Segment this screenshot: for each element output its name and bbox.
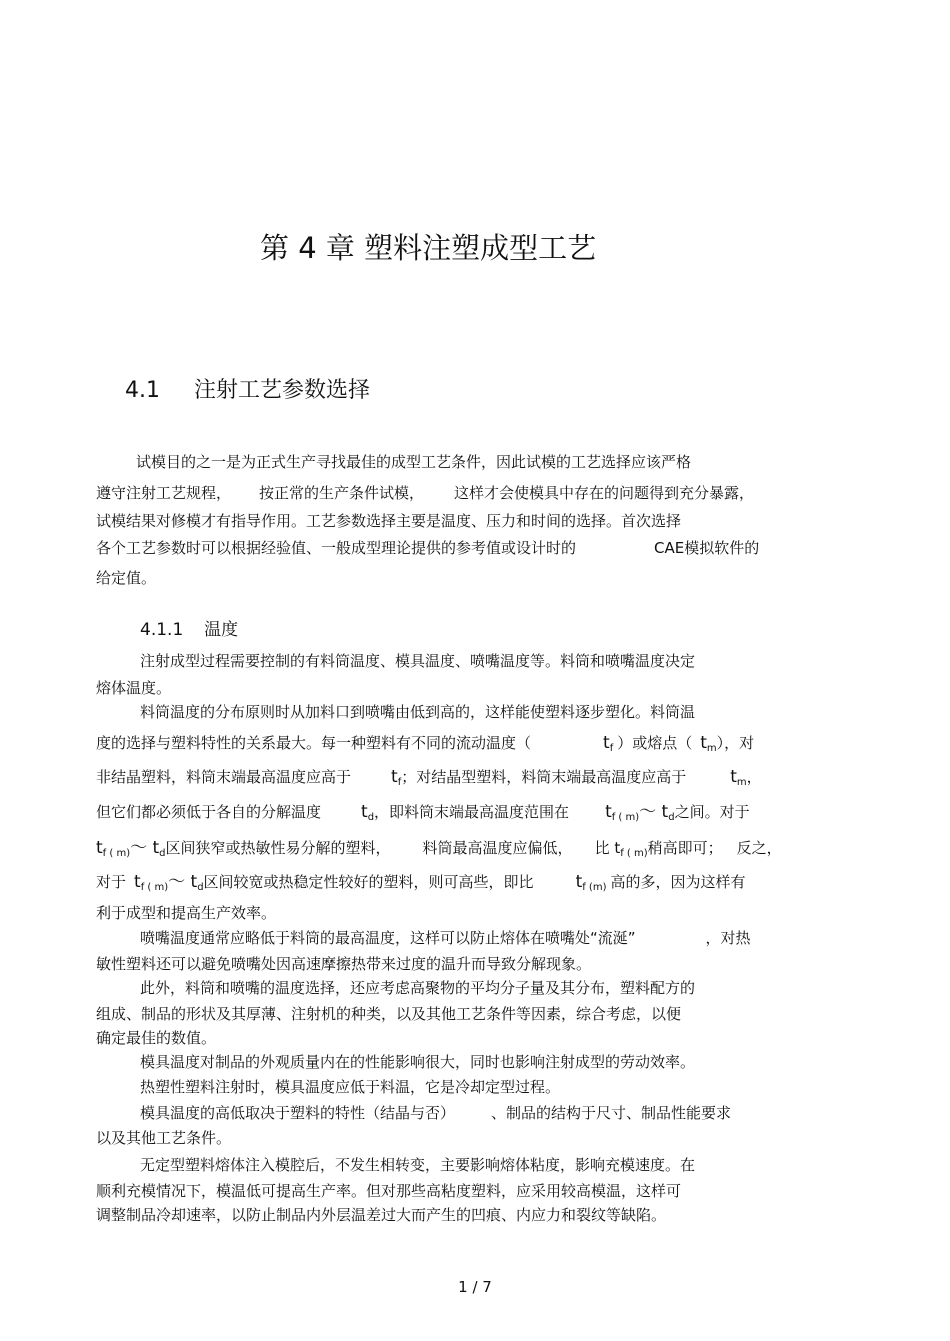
- p2-line-7: 利于成型和提高生产效率。: [96, 904, 277, 922]
- p2-line-1: 料筒温度的分布原则时从加料口到喷嘴由低到高的，这样能使塑料逐步塑化。料筒温: [140, 703, 696, 721]
- p2-line-2: 度的选择与塑料特性的关系最大。每一种塑料有不同的流动温度（ $t_f$ ）或熔点（ $t_m$），对: [96, 733, 755, 754]
- chapter-title: 第 4 章 塑料注塑成型工艺: [260, 231, 597, 265]
- intro-line-3: 试模结果对修模才有指导作用。工艺参数选择主要是温度、压力和时间的选择。首次选择: [96, 512, 682, 530]
- p4-line-2: 组成、制品的形状及其厚薄、注射机的种类，以及其他工艺条件等因素，综合考虑，以便: [96, 1005, 682, 1023]
- p8-line-2: 顺利充模情况下，模温低可提高生产率。但对那些高粘度塑料，应采用较高模温，这样可: [96, 1182, 682, 1200]
- section-title: 注射工艺参数选择: [194, 378, 371, 403]
- subsection-title: 温度: [204, 620, 239, 640]
- p2-line-6: 对于 $t_{f ( m)}\sim$ $t_d$区间较宽或热稳定性较好的塑料，则可高些，即比 $t_{f (m)}$ 高的多，因为这样有: [96, 872, 746, 893]
- subsection-number: 4.1.1: [140, 620, 184, 640]
- intro-line-5: 给定值。: [96, 569, 157, 587]
- intro-line-2: 遵守注射工艺规程， 按正常的生产条件试模， 这样才会使模具中存在的问题得到充分暴露，: [96, 484, 755, 502]
- section-number: 4.1: [125, 378, 160, 403]
- p5-line-1: 模具温度对制品的外观质量内在的性能影响很大，同时也影响注射成型的劳动效率。: [140, 1053, 696, 1071]
- p2-line-3: 非结晶塑料，料筒末端最高温度应高于 $t_f$；对结晶型塑料，料筒末端最高温度应高于 $t_m$，: [96, 767, 762, 788]
- intro-line-4: 各个工艺参数时可以根据经验值、一般成型理论提供的参考值或设计时的 CAE模拟软件的: [96, 539, 760, 557]
- p1-line-1: 注射成型过程需要控制的有料筒温度、模具温度、喷嘴温度等。料筒和喷嘴温度决定: [140, 652, 696, 670]
- p1-line-2: 熔体温度。: [96, 679, 172, 697]
- p2-line-5: $t_{f ( m)}\sim$ $t_d$区间狭窄或热敏性易分解的塑料， 料筒最高温度应偏低， 比 $t_{f ( m)}$稍高即可； 反之，: [96, 838, 782, 859]
- p6-line-1: 热塑性塑料注射时，模具温度应低于料温，它是冷却定型过程。: [140, 1078, 561, 1096]
- intro-line-1: 试模目的之一是为正式生产寻找最佳的成型工艺条件，因此试模的工艺选择应该严格: [136, 453, 692, 471]
- subsection-heading: [140, 618, 238, 642]
- p3-line-2: 敏性塑料还可以避免喷嘴处因高速摩擦热带来过度的温升而导致分解现象。: [96, 955, 592, 973]
- p7-line-2: 以及其他工艺条件。: [96, 1129, 232, 1147]
- section-heading: [125, 376, 370, 406]
- p2-line-4: 但它们都必须低于各自的分解温度 $t_d$，即料筒末端最高温度范围在 $t_{f ( m)}\sim$ $t_d$之间。对于: [96, 802, 750, 823]
- p4-line-1: 此外，料筒和喷嘴的温度选择，还应考虑高聚物的平均分子量及其分布，塑料配方的: [140, 979, 696, 997]
- p4-line-3: 确定最佳的数值。: [96, 1029, 217, 1047]
- p7-line-1: 模具温度的高低取决于塑料的特性（结晶与否） 、制品的结构于尺寸、制品性能要求: [140, 1104, 732, 1122]
- p8-line-3: 调整制品冷却速率，以防止制品内外层温差过大而产生的凹痕、内应力和裂纹等缺陷。: [96, 1206, 667, 1224]
- p3-line-1: 喷嘴温度通常应略低于料筒的最高温度，这样可以防止熔体在喷嘴处“流涎” ，对热: [140, 929, 751, 947]
- p8-line-1: 无定型塑料熔体注入模腔后，不发生相转变，主要影响熔体粘度，影响充模速度。在: [140, 1156, 696, 1174]
- page-number: 1 / 7: [458, 1278, 492, 1296]
